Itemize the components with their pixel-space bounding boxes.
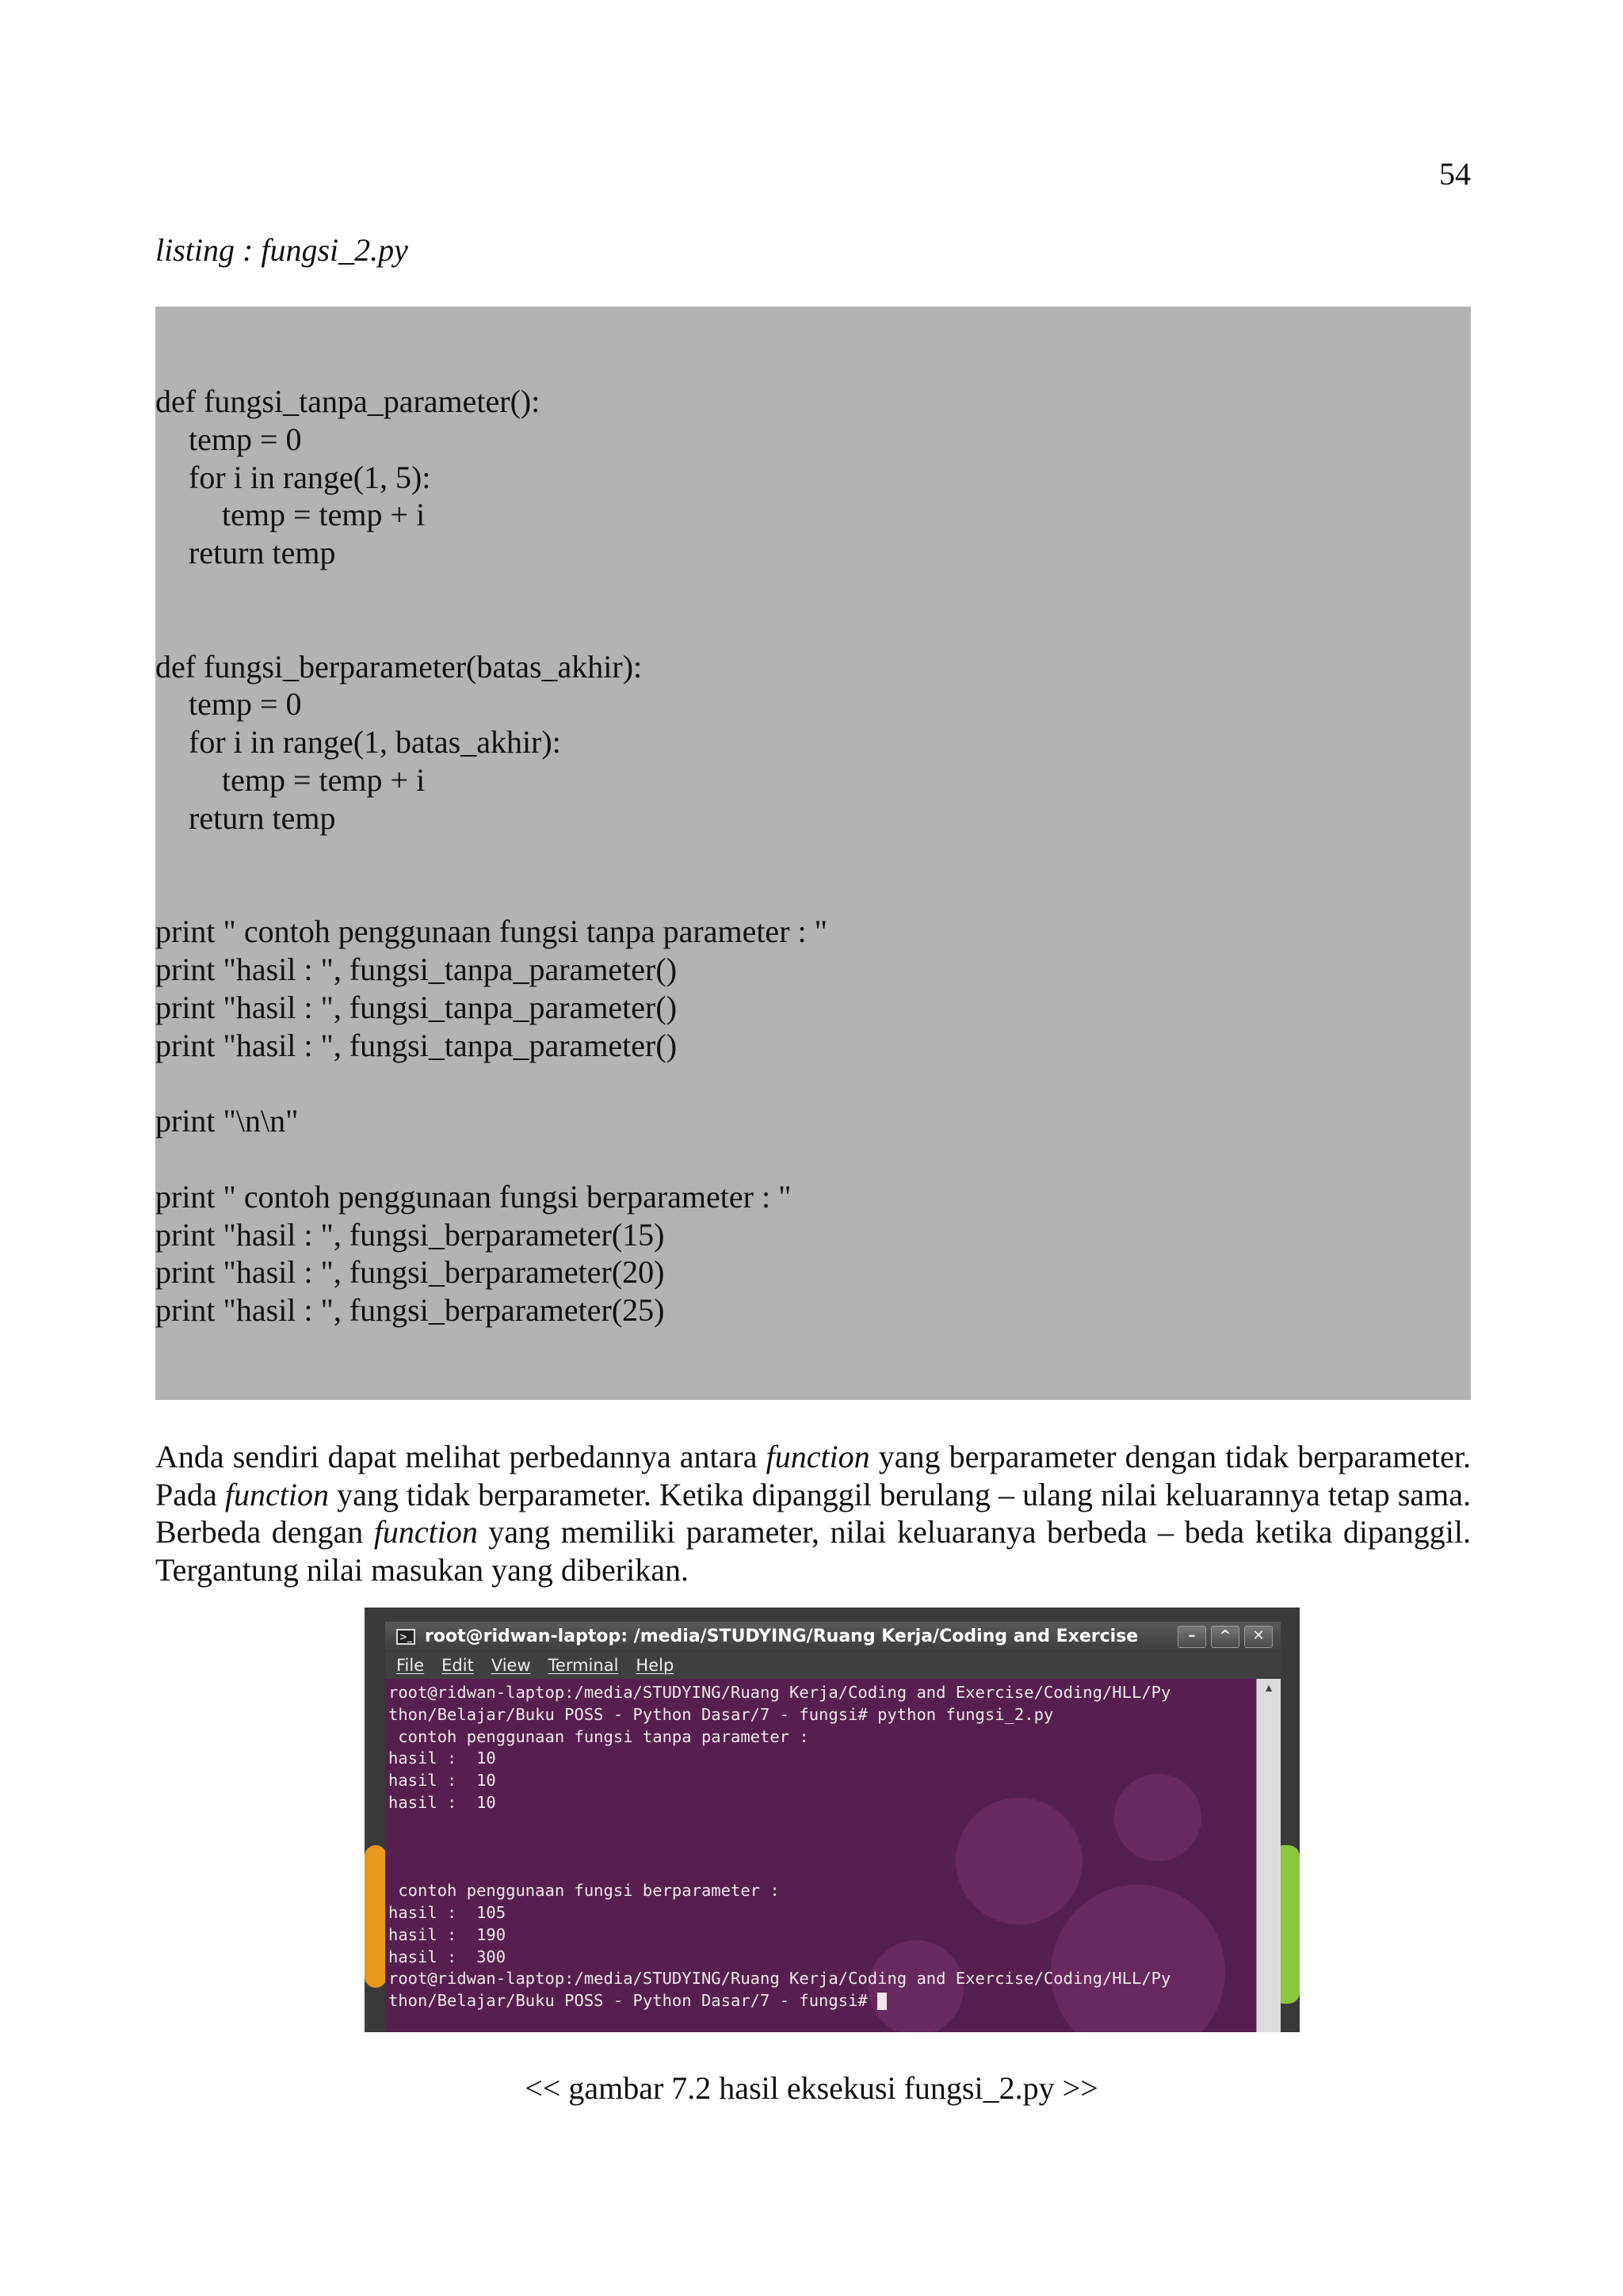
code-line: for i in range(1, batas_akhir):	[189, 724, 561, 761]
terminal-line-text: thon/Belajar/Buku POSS - Python Dasar/7 - fungsi# python fungsi_2.py	[388, 1704, 1054, 1724]
code-line	[155, 875, 1471, 913]
page-number: 54	[1439, 156, 1471, 192]
terminal-line-text: root@ridwan-laptop:/media/STUDYING/Ruang Kerja/Coding and Exercise/Coding/HLL/Py	[388, 1969, 1171, 1989]
code-line: temp = temp + i	[222, 497, 426, 533]
code-line: print " contoh penggunaan fungsi tanpa parameter : "	[155, 913, 827, 950]
code-line	[155, 610, 1471, 648]
terminal-line	[388, 1924, 1254, 1947]
terminal-title: root@ridwan-laptop: /media/STUDYING/Ruang Kerja/Coding and Exercise	[425, 1627, 1139, 1646]
terminal-line-text: hasil : 105	[388, 1902, 506, 1922]
paragraph-text: yang berparameter dengan tidak berparameter. Pada	[155, 1439, 1471, 1512]
desktop-wallpaper-orange	[365, 1845, 387, 1988]
terminal-line-text: hasil : 190	[388, 1924, 506, 1944]
paragraph-text: yang memiliki parameter, nilai keluaranya berbeda – beda ketika dipanggil. Tergantung nilai masukan yang diberikan.	[155, 1514, 1471, 1588]
terminal-line-text: hasil : 10	[388, 1771, 496, 1791]
code-line: print "\n\n"	[155, 1103, 299, 1139]
code-listing	[155, 307, 1471, 1400]
emphasized-term: function	[224, 1476, 329, 1512]
terminal-line-text: hasil : 10	[388, 1749, 496, 1768]
terminal-line-text: root@ridwan-laptop:/media/STUDYING/Ruang Kerja/Coding and Exercise/Coding/HLL/Py	[388, 1683, 1171, 1702]
code-line: print " contoh penggunaan fungsi berparameter : "	[155, 1178, 792, 1215]
code-line: print "hasil : ", fungsi_tanpa_parameter()	[155, 989, 678, 1025]
terminal-line-text: contoh penggunaan fungsi berparameter :	[388, 1881, 780, 1901]
figure-caption: << gambar 7.2 hasil eksekusi fungsi_2.py >>	[525, 2070, 1098, 2106]
code-line: temp = temp + i	[222, 761, 426, 798]
code-line	[155, 1064, 1471, 1102]
terminal-line-text: contoh penggunaan fungsi tanpa parameter :	[388, 1726, 809, 1746]
code-line: print "hasil : ", fungsi_tanpa_parameter()	[155, 951, 678, 987]
code-line: print "hasil : ", fungsi_berparameter(15)	[155, 1216, 665, 1253]
emphasized-term: function	[373, 1514, 478, 1550]
terminal-line-text: hasil : 300	[388, 1947, 506, 1966]
terminal-line	[388, 1968, 1254, 1990]
terminal-window	[385, 1622, 1281, 2032]
code-line	[155, 1140, 1471, 1178]
terminal-line	[388, 1836, 1254, 1859]
minimize-button[interactable]: –	[1178, 1626, 1206, 1648]
terminal-line	[388, 1858, 1254, 1880]
menu-item-terminal[interactable]: Terminal	[548, 1656, 619, 1675]
terminal-body[interactable]	[385, 1679, 1257, 2032]
terminal-line	[388, 1770, 1254, 1792]
code-line: return temp	[189, 535, 336, 571]
terminal-line	[388, 1704, 1254, 1726]
terminal-line	[388, 1902, 1254, 1924]
terminal-line	[388, 1682, 1254, 1704]
code-line: return temp	[189, 799, 336, 836]
code-line	[155, 837, 1471, 875]
menu-item-view[interactable]: View	[491, 1656, 531, 1675]
terminal-output	[388, 1682, 1254, 2012]
explanation-paragraph	[155, 1438, 1471, 1589]
code-line: for i in range(1, 5):	[189, 459, 431, 495]
scroll-up-arrow-icon[interactable]: ▲	[1263, 1683, 1274, 1695]
terminal-line	[388, 1792, 1254, 1814]
terminal-screenshot-figure	[365, 1608, 1300, 2032]
terminal-scrollbar[interactable]	[1256, 1679, 1281, 2032]
listing-caption: listing : fungsi_2.py	[155, 232, 408, 268]
terminal-line-text: hasil : 10	[388, 1792, 496, 1812]
code-line: def fungsi_berparameter(batas_akhir):	[155, 648, 643, 685]
paragraph-text: Anda sendiri dapat melihat perbedannya antara	[155, 1439, 766, 1474]
terminal-icon: >_	[396, 1629, 415, 1645]
close-button[interactable]: ✕	[1244, 1626, 1273, 1648]
terminal-line	[388, 1726, 1254, 1749]
terminal-line	[388, 1748, 1254, 1770]
maximize-button[interactable]: ^	[1211, 1626, 1239, 1648]
code-line: def fungsi_tanpa_parameter():	[155, 383, 540, 419]
terminal-line-text: thon/Belajar/Buku POSS - Python Dasar/7 - fungsi#	[388, 1991, 878, 2011]
paragraph-text: yang tidak berparameter. Ketika dipanggil berulang – ulang nilai keluarannya tetap sama. Berbeda dengan	[155, 1476, 1471, 1550]
code-line: print "hasil : ", fungsi_berparameter(20)	[155, 1254, 665, 1291]
terminal-line	[388, 1880, 1254, 1902]
menu-item-help[interactable]: Help	[636, 1656, 674, 1675]
menu-item-edit[interactable]: Edit	[441, 1656, 474, 1675]
terminal-line	[388, 1990, 1254, 2012]
menu-item-file[interactable]: File	[396, 1656, 425, 1675]
code-line	[155, 572, 1471, 610]
terminal-line	[388, 1947, 1254, 1969]
terminal-titlebar	[385, 1622, 1281, 1652]
code-line: temp = 0	[189, 421, 302, 457]
code-line: print "hasil : ", fungsi_tanpa_parameter()	[155, 1027, 678, 1063]
window-controls	[1178, 1626, 1273, 1648]
terminal-menubar	[385, 1652, 1281, 1679]
emphasized-term: function	[766, 1439, 870, 1474]
terminal-line	[388, 1814, 1254, 1836]
terminal-cursor	[877, 1993, 887, 2010]
code-line: print "hasil : ", fungsi_berparameter(25)	[155, 1292, 665, 1329]
code-line: temp = 0	[189, 686, 302, 723]
